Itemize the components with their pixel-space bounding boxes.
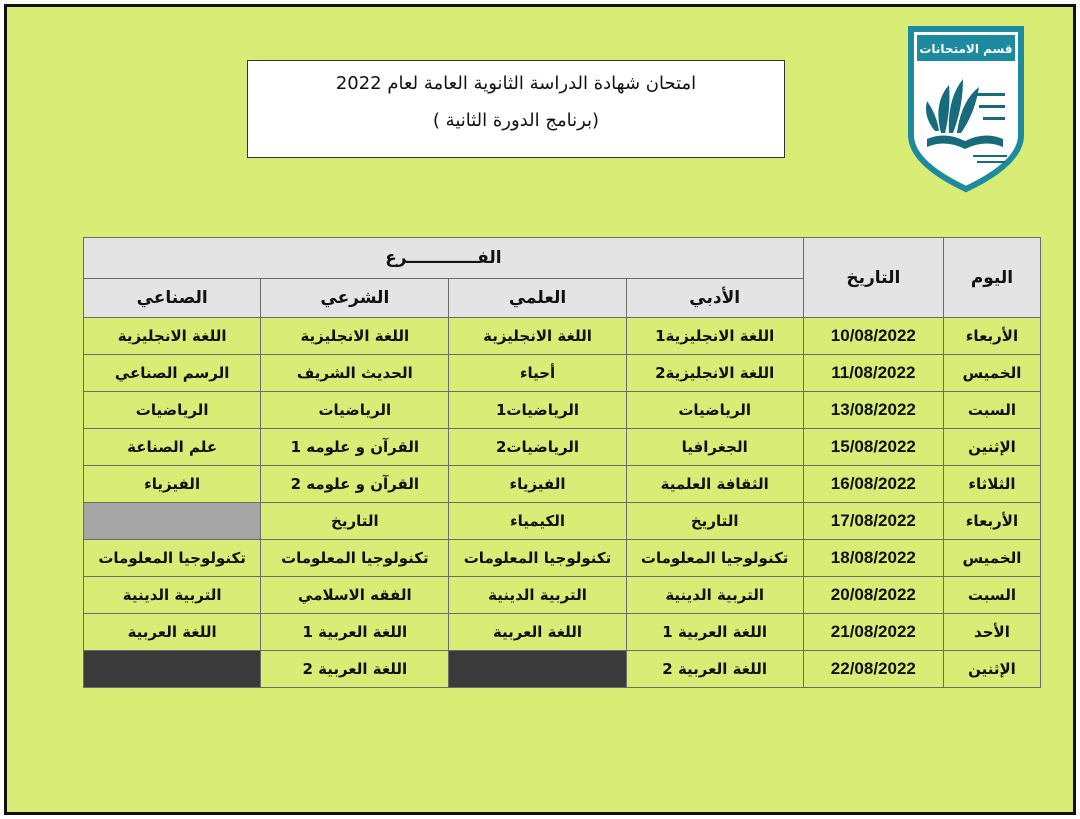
- empty-cell-gray: [84, 503, 261, 540]
- empty-cell-dark: [84, 651, 261, 688]
- subject-cell-sharii: التاريخ: [261, 503, 449, 540]
- table-row: [84, 392, 1041, 429]
- date-cell: 22/08/2022: [803, 651, 943, 688]
- day-cell: الأربعاء: [943, 318, 1040, 355]
- branch-header-sinai: الصناعي: [84, 279, 261, 318]
- day-cell: السبت: [943, 392, 1040, 429]
- table-row: [84, 466, 1041, 503]
- subject-cell-sinai: الفيزياء: [84, 466, 261, 503]
- subject-cell-sharii: اللغة الانجليزية: [261, 318, 449, 355]
- day-cell: الأحد: [943, 614, 1040, 651]
- subject-cell-adabi: اللغة الانجليزية2: [626, 355, 803, 392]
- table-row: [84, 355, 1041, 392]
- day-cell: الخميس: [943, 355, 1040, 392]
- subject-cell-sinai: اللغة العربية: [84, 614, 261, 651]
- table-row: [84, 429, 1041, 466]
- date-cell: 17/08/2022: [803, 503, 943, 540]
- date-cell: 21/08/2022: [803, 614, 943, 651]
- subject-cell-ilmi: أحياء: [449, 355, 626, 392]
- title-box: [247, 60, 785, 158]
- subject-cell-ilmi: التربية الدينية: [449, 577, 626, 614]
- table-row: [84, 318, 1041, 355]
- table-row: [84, 540, 1041, 577]
- subject-cell-sharii: الفقه الاسلامي: [261, 577, 449, 614]
- subject-cell-ilmi: الرياضيات2: [449, 429, 626, 466]
- day-cell: الإثنين: [943, 429, 1040, 466]
- subject-cell-sinai: الرسم الصناعي: [84, 355, 261, 392]
- branch-header-ilmi: العلمي: [449, 279, 626, 318]
- column-header-day: اليوم: [943, 238, 1040, 318]
- subject-cell-ilmi: تكنولوجيا المعلومات: [449, 540, 626, 577]
- logo-text: قسم الامتحانات: [919, 42, 1013, 56]
- subject-cell-ilmi: الرياضيات1: [449, 392, 626, 429]
- subject-cell-sharii: تكنولوجيا المعلومات: [261, 540, 449, 577]
- empty-cell-dark: [449, 651, 626, 688]
- day-cell: الإثنين: [943, 651, 1040, 688]
- exam-schedule-table: [83, 237, 1041, 688]
- page-background: [4, 4, 1076, 815]
- date-cell: 15/08/2022: [803, 429, 943, 466]
- subject-cell-ilmi: الكيمياء: [449, 503, 626, 540]
- subject-cell-ilmi: اللغة العربية: [449, 614, 626, 651]
- subject-cell-adabi: اللغة العربية 1: [626, 614, 803, 651]
- subject-cell-sharii: اللغة العربية 2: [261, 651, 449, 688]
- date-cell: 18/08/2022: [803, 540, 943, 577]
- subject-cell-adabi: اللغة الانجليزية1: [626, 318, 803, 355]
- subject-cell-adabi: اللغة العربية 2: [626, 651, 803, 688]
- subject-cell-sinai: تكنولوجيا المعلومات: [84, 540, 261, 577]
- subject-cell-sharii: القرآن و علومه 2: [261, 466, 449, 503]
- subject-cell-sinai: الرياضيات: [84, 392, 261, 429]
- table-row: [84, 614, 1041, 651]
- date-cell: 10/08/2022: [803, 318, 943, 355]
- date-cell: 20/08/2022: [803, 577, 943, 614]
- date-cell: 11/08/2022: [803, 355, 943, 392]
- subject-cell-sinai: علم الصناعة: [84, 429, 261, 466]
- table-row: [84, 503, 1041, 540]
- branch-header-sharii: الشرعي: [261, 279, 449, 318]
- subject-cell-adabi: التاريخ: [626, 503, 803, 540]
- subject-cell-adabi: الثقافة العلمية: [626, 466, 803, 503]
- date-cell: 13/08/2022: [803, 392, 943, 429]
- day-cell: الأربعاء: [943, 503, 1040, 540]
- page-subtitle: (برنامج الدورة الثانية ): [432, 110, 600, 131]
- subject-cell-adabi: الجغرافيا: [626, 429, 803, 466]
- subject-cell-ilmi: اللغة الانجليزية: [449, 318, 626, 355]
- date-cell: 16/08/2022: [803, 466, 943, 503]
- subject-cell-sinai: التربية الدينية: [84, 577, 261, 614]
- column-header-branch: الفــــــــــــرع: [84, 238, 804, 279]
- subject-cell-sinai: اللغة الانجليزية: [84, 318, 261, 355]
- subject-cell-sharii: الرياضيات: [261, 392, 449, 429]
- day-cell: الخميس: [943, 540, 1040, 577]
- day-cell: الثلاثاء: [943, 466, 1040, 503]
- subject-cell-sharii: القرآن و علومه 1: [261, 429, 449, 466]
- branch-header-adabi: الأدبي: [626, 279, 803, 318]
- column-header-date: التاريخ: [803, 238, 943, 318]
- subject-cell-adabi: التربية الدينية: [626, 577, 803, 614]
- exams-department-logo: [905, 23, 1027, 193]
- page-title: امتحان شهادة الدراسة الثانوية العامة لعام 2022: [335, 73, 697, 94]
- day-cell: السبت: [943, 577, 1040, 614]
- subject-cell-sharii: اللغة العربية 1: [261, 614, 449, 651]
- table-row: [84, 577, 1041, 614]
- subject-cell-ilmi: الفيزياء: [449, 466, 626, 503]
- subject-cell-adabi: الرياضيات: [626, 392, 803, 429]
- subject-cell-sharii: الحديث الشريف: [261, 355, 449, 392]
- table-row: [84, 651, 1041, 688]
- subject-cell-adabi: تكنولوجيا المعلومات: [626, 540, 803, 577]
